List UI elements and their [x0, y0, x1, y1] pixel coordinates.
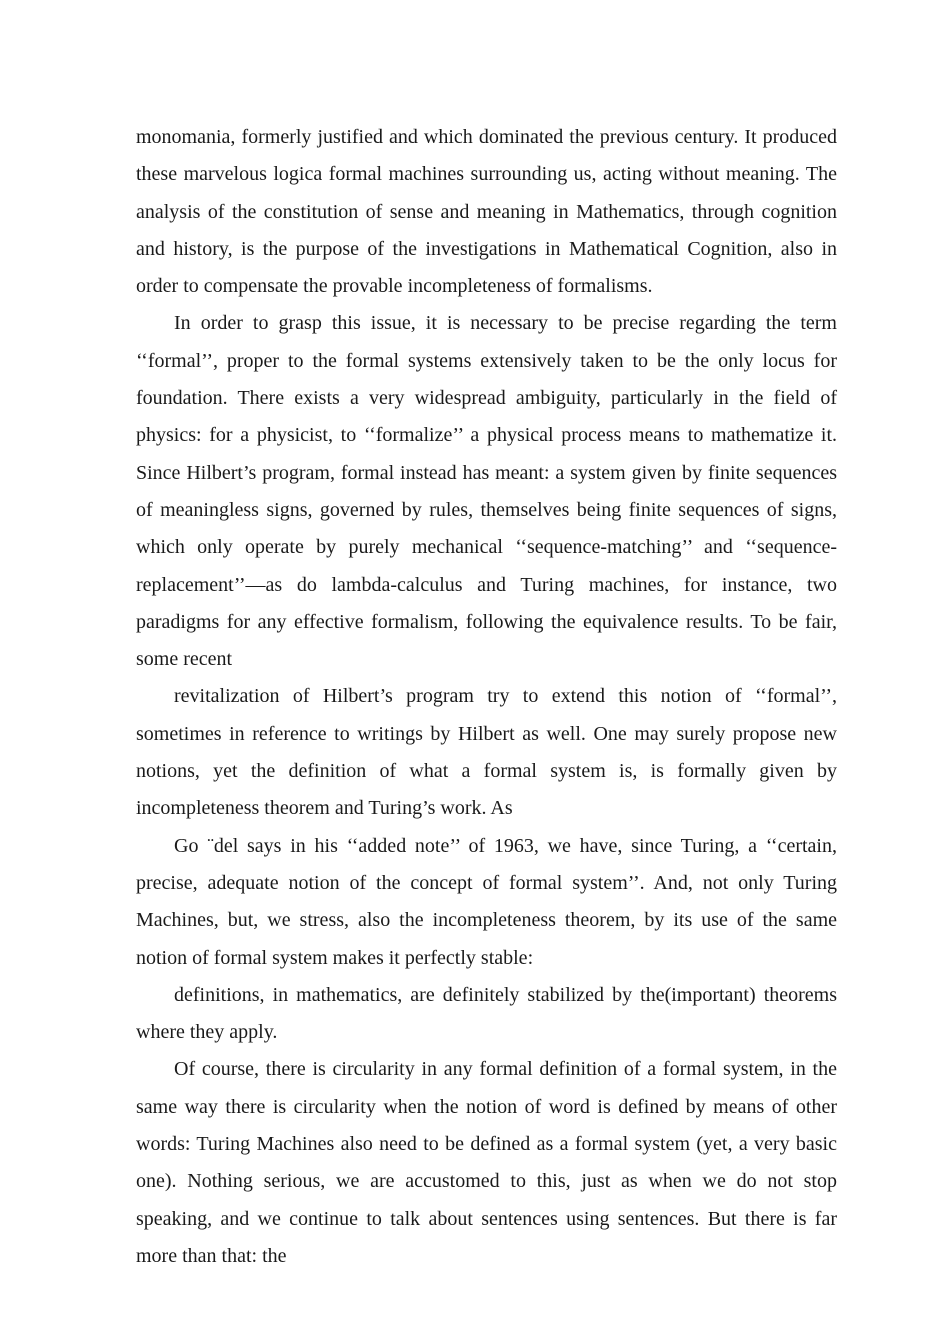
- body-text-column: [136, 119, 837, 1275]
- paragraph-1: monomania, formerly justified and which dominated the previous century. It produced these marvelous logica formal machines surrounding us, acting without meaning. The analysis of the constitution of sense and meaning in Mathematics, through cognition and history, is the purpose of the investigations in Mathematical Cognition, also in order to compensate the provable incompleteness of formalisms.: [136, 126, 837, 298]
- paragraph-4: Go ¨del says in his ‘‘added note’’ of 1963, we have, since Turing, a ‘‘certain, precise, adequate notion of the concept of formal system’’. And, not only Turing Machines, but, we stress, also the incompleteness theorem, by its use of the same notion of formal system makes it perfectly stable:: [136, 834, 837, 969]
- paragraph-6: Of course, there is circularity in any formal definition of a formal system, in the same way there is circularity when the notion of word is defined by means of other words: Turing Machines also need to be defined as a formal system (yet, a very basic one). Nothing serious, we are accustomed to this, just as when we do not stop speaking, and we continue to talk about sentences using sentences. But there is far more than that: the: [136, 1058, 837, 1267]
- paragraph-5: definitions, in mathematics, are definitely stabilized by the(important) theorems where they apply.: [136, 983, 837, 1044]
- paragraph-2: In order to grasp this issue, it is necessary to be precise regarding the term ‘‘formal’’, proper to the formal systems extensively taken to be the only locus for foundation. There exists a very widespread ambiguity, particularly in the field of physics: for a physicist, to ‘‘formalize’’ a physical process means to mathematize it. Since Hilbert’s program, formal instead has meant: a system given by finite sequences of meaningless signs, governed by rules, themselves being finite sequences of signs, which only operate by purely mechanical ‘‘sequence-matching’’ and ‘‘sequence-replacement’’—as do lambda-calculus and Turing machines, for instance, two paradigms for any effective formalism, following the equivalence results. To be fair, some recent: [136, 312, 837, 671]
- paragraph-3: revitalization of Hilbert’s program try to extend this notion of ‘‘formal’’, sometimes in reference to writings by Hilbert as well. One may surely propose new notions, yet the definition of what a formal system is, is formally given by incompleteness theorem and Turing’s work. As: [136, 685, 837, 820]
